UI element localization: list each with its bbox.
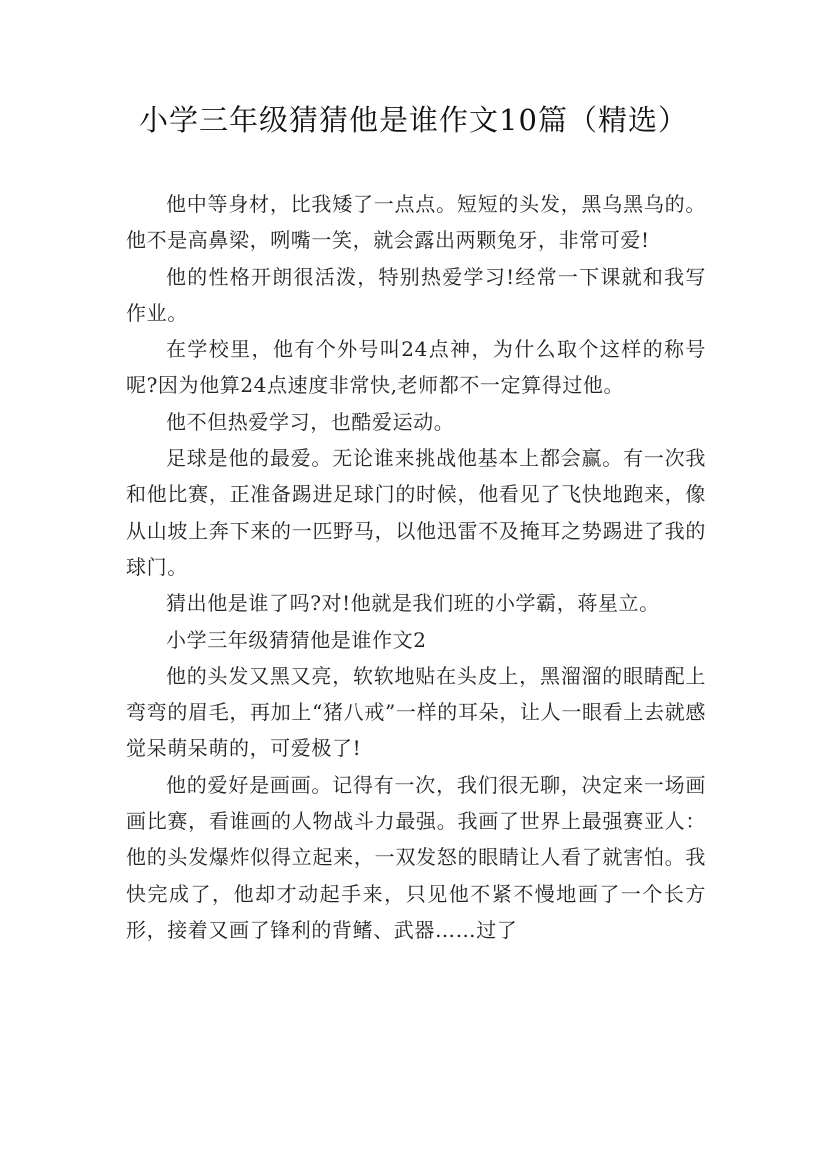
section-heading: 小学三年级猜猜他是谁作文2 <box>166 627 427 652</box>
document-body <box>126 186 706 948</box>
document-title: 小学三年级猜猜他是谁作文10篇（精选） <box>139 103 688 137</box>
paragraph: 他的性格开朗很活泼，特别热爱学习!经常一下课就和我写作业。 <box>126 264 706 325</box>
paragraph: 他不但热爱学习，也酷爱运动。 <box>166 409 455 434</box>
paragraph: 他的头发又黑又亮，软软地贴在头皮上，黑溜溜的眼睛配上弯弯的眉毛，再加上“猪八戒”一样的耳朵，让人一眼看上去就感觉呆萌呆萌的，可爱极了! <box>126 663 706 761</box>
paragraph: 足球是他的最爱。无论谁来挑战他基本上都会赢。有一次我和他比赛，正准备踢进足球门的时候，他看见了飞快地跑来，像从山坡上奔下来的一匹野马，以他迅雷不及掩耳之势踢进了我的球门。 <box>126 446 706 579</box>
paragraph: 他中等身材，比我矮了一点点。短短的头发，黑乌黑乌的。他不是高鼻梁，咧嘴一笑，就会露出两颗兔牙，非常可爱! <box>126 192 706 253</box>
paragraph: 在学校里，他有个外号叫24点神，为什么取个这样的称号呢?因为他算24点速度非常快,老师都不一定算得过他。 <box>126 337 706 398</box>
paragraph: 猜出他是谁了吗?对!他就是我们班的小学霸，蒋星立。 <box>166 591 660 616</box>
paragraph: 他的爱好是画画。记得有一次，我们很无聊，决定来一场画画比赛，看谁画的人物战斗力最强。我画了世界上最强赛亚人：他的头发爆炸似得立起来，一双发怒的眼睛让人看了就害怕。我快完成了，他却才动起手来，只见他不紧不慢地画了一个长方形，接着又画了锋利的背鳍、武器……过了 <box>126 772 706 942</box>
